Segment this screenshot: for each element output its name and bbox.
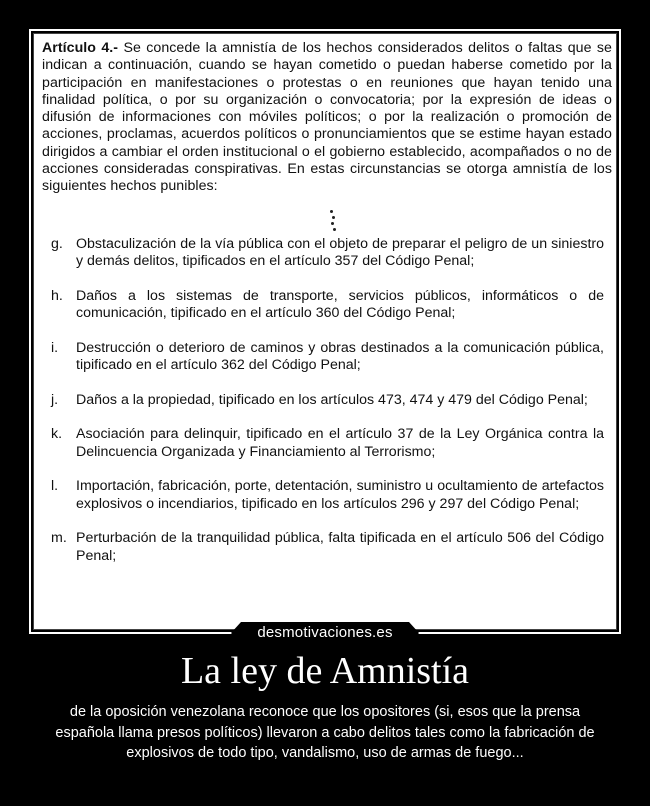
dot bbox=[333, 228, 336, 231]
item-letter: j. bbox=[51, 391, 59, 408]
item-text: Daños a la propiedad, tipificado en los artículos 473, 474 y 479 del Código Penal; bbox=[76, 391, 588, 408]
item-letter: m. bbox=[51, 530, 67, 547]
item-text: Daños a los sistemas de transporte, servicios públicos, informáticos o de comunicación, tipificado en el artículo 360 del Código Penal; bbox=[76, 287, 604, 322]
list-item bbox=[42, 478, 612, 513]
poster-title: La ley de Amnistía bbox=[180, 650, 470, 692]
item-text: Obstaculización de la vía pública con el objeto de preparar el peligro de un siniestro y demás delitos, tipificados en el artículo 357 del Código Penal; bbox=[76, 235, 604, 270]
article-heading: Artículo 4.- bbox=[42, 40, 119, 56]
item-text: Perturbación de la tranquilidad pública, falta tipificada en el artículo 506 del Código Penal; bbox=[76, 530, 604, 564]
item-letter: i. bbox=[51, 339, 59, 356]
item-letter: k. bbox=[51, 426, 63, 443]
poster-frame bbox=[29, 29, 621, 634]
list-item bbox=[42, 426, 612, 461]
item-letter: g. bbox=[51, 235, 63, 252]
item-letter: l. bbox=[51, 478, 59, 495]
list-item bbox=[42, 340, 612, 375]
poster-caption: de la oposición venezolana reconoce que los opositores (si, esos que la prensa española llama presos políticos) llevaron a cabo delitos tales como la fabricación de explosivos de todo tipo, vandalismo, uso de armas de fuego... bbox=[55, 704, 595, 761]
list-item bbox=[42, 288, 612, 323]
dot bbox=[332, 216, 335, 219]
item-text: Destrucción o deterioro de caminos y obras destinados a la comunicación pública, tipificado en el artículo 362 del Código Penal; bbox=[76, 339, 604, 374]
article-intro-text: Se concede la amnistía de los hechos considerados delitos o faltas que se indican a continuación, cuando se hayan cometido o puedan haberse cometido por la participación en manifestaciones o protestas o en reuniones que hayan tenido una finalidad política, o por su organización o convocatoria; por la expresión de ideas o difusión de informaciones con móviles políticos; o por la realización o promoción de acciones, proclamas, acuerdos políticos o pronunciamientos que se estime hayan estado dirigidos a cambiar el orden institucional o el gobierno establecido, acompañados o no de acciones consideradas conspirativas. En estas circunstancias se otorga amnistía de los siguientes hechos punibles: bbox=[42, 40, 613, 195]
list-item bbox=[42, 530, 612, 565]
item-letter: h. bbox=[51, 287, 63, 304]
document-image bbox=[33, 33, 617, 630]
site-watermark bbox=[0, 622, 650, 646]
ellipsis-dots bbox=[42, 196, 612, 236]
list-item bbox=[42, 392, 612, 410]
dot bbox=[330, 210, 333, 213]
item-text: Importación, fabricación, porte, detentación, suministro u ocultamiento de artefactos explosivos o incendiarios, tipificado en los artículos 296 y 297 del Código Penal; bbox=[76, 478, 604, 512]
punishable-acts-list bbox=[42, 236, 612, 566]
article-intro-paragraph bbox=[42, 40, 612, 196]
site-watermark-label: desmotivaciones.es bbox=[241, 622, 408, 644]
list-item bbox=[42, 236, 612, 271]
dot bbox=[331, 222, 334, 225]
item-text: Asociación para delinquir, tipificado en el artículo 37 de la Ley Orgánica contra la Delincuencia Organizada y Financiamiento al Terrorismo; bbox=[76, 426, 604, 460]
